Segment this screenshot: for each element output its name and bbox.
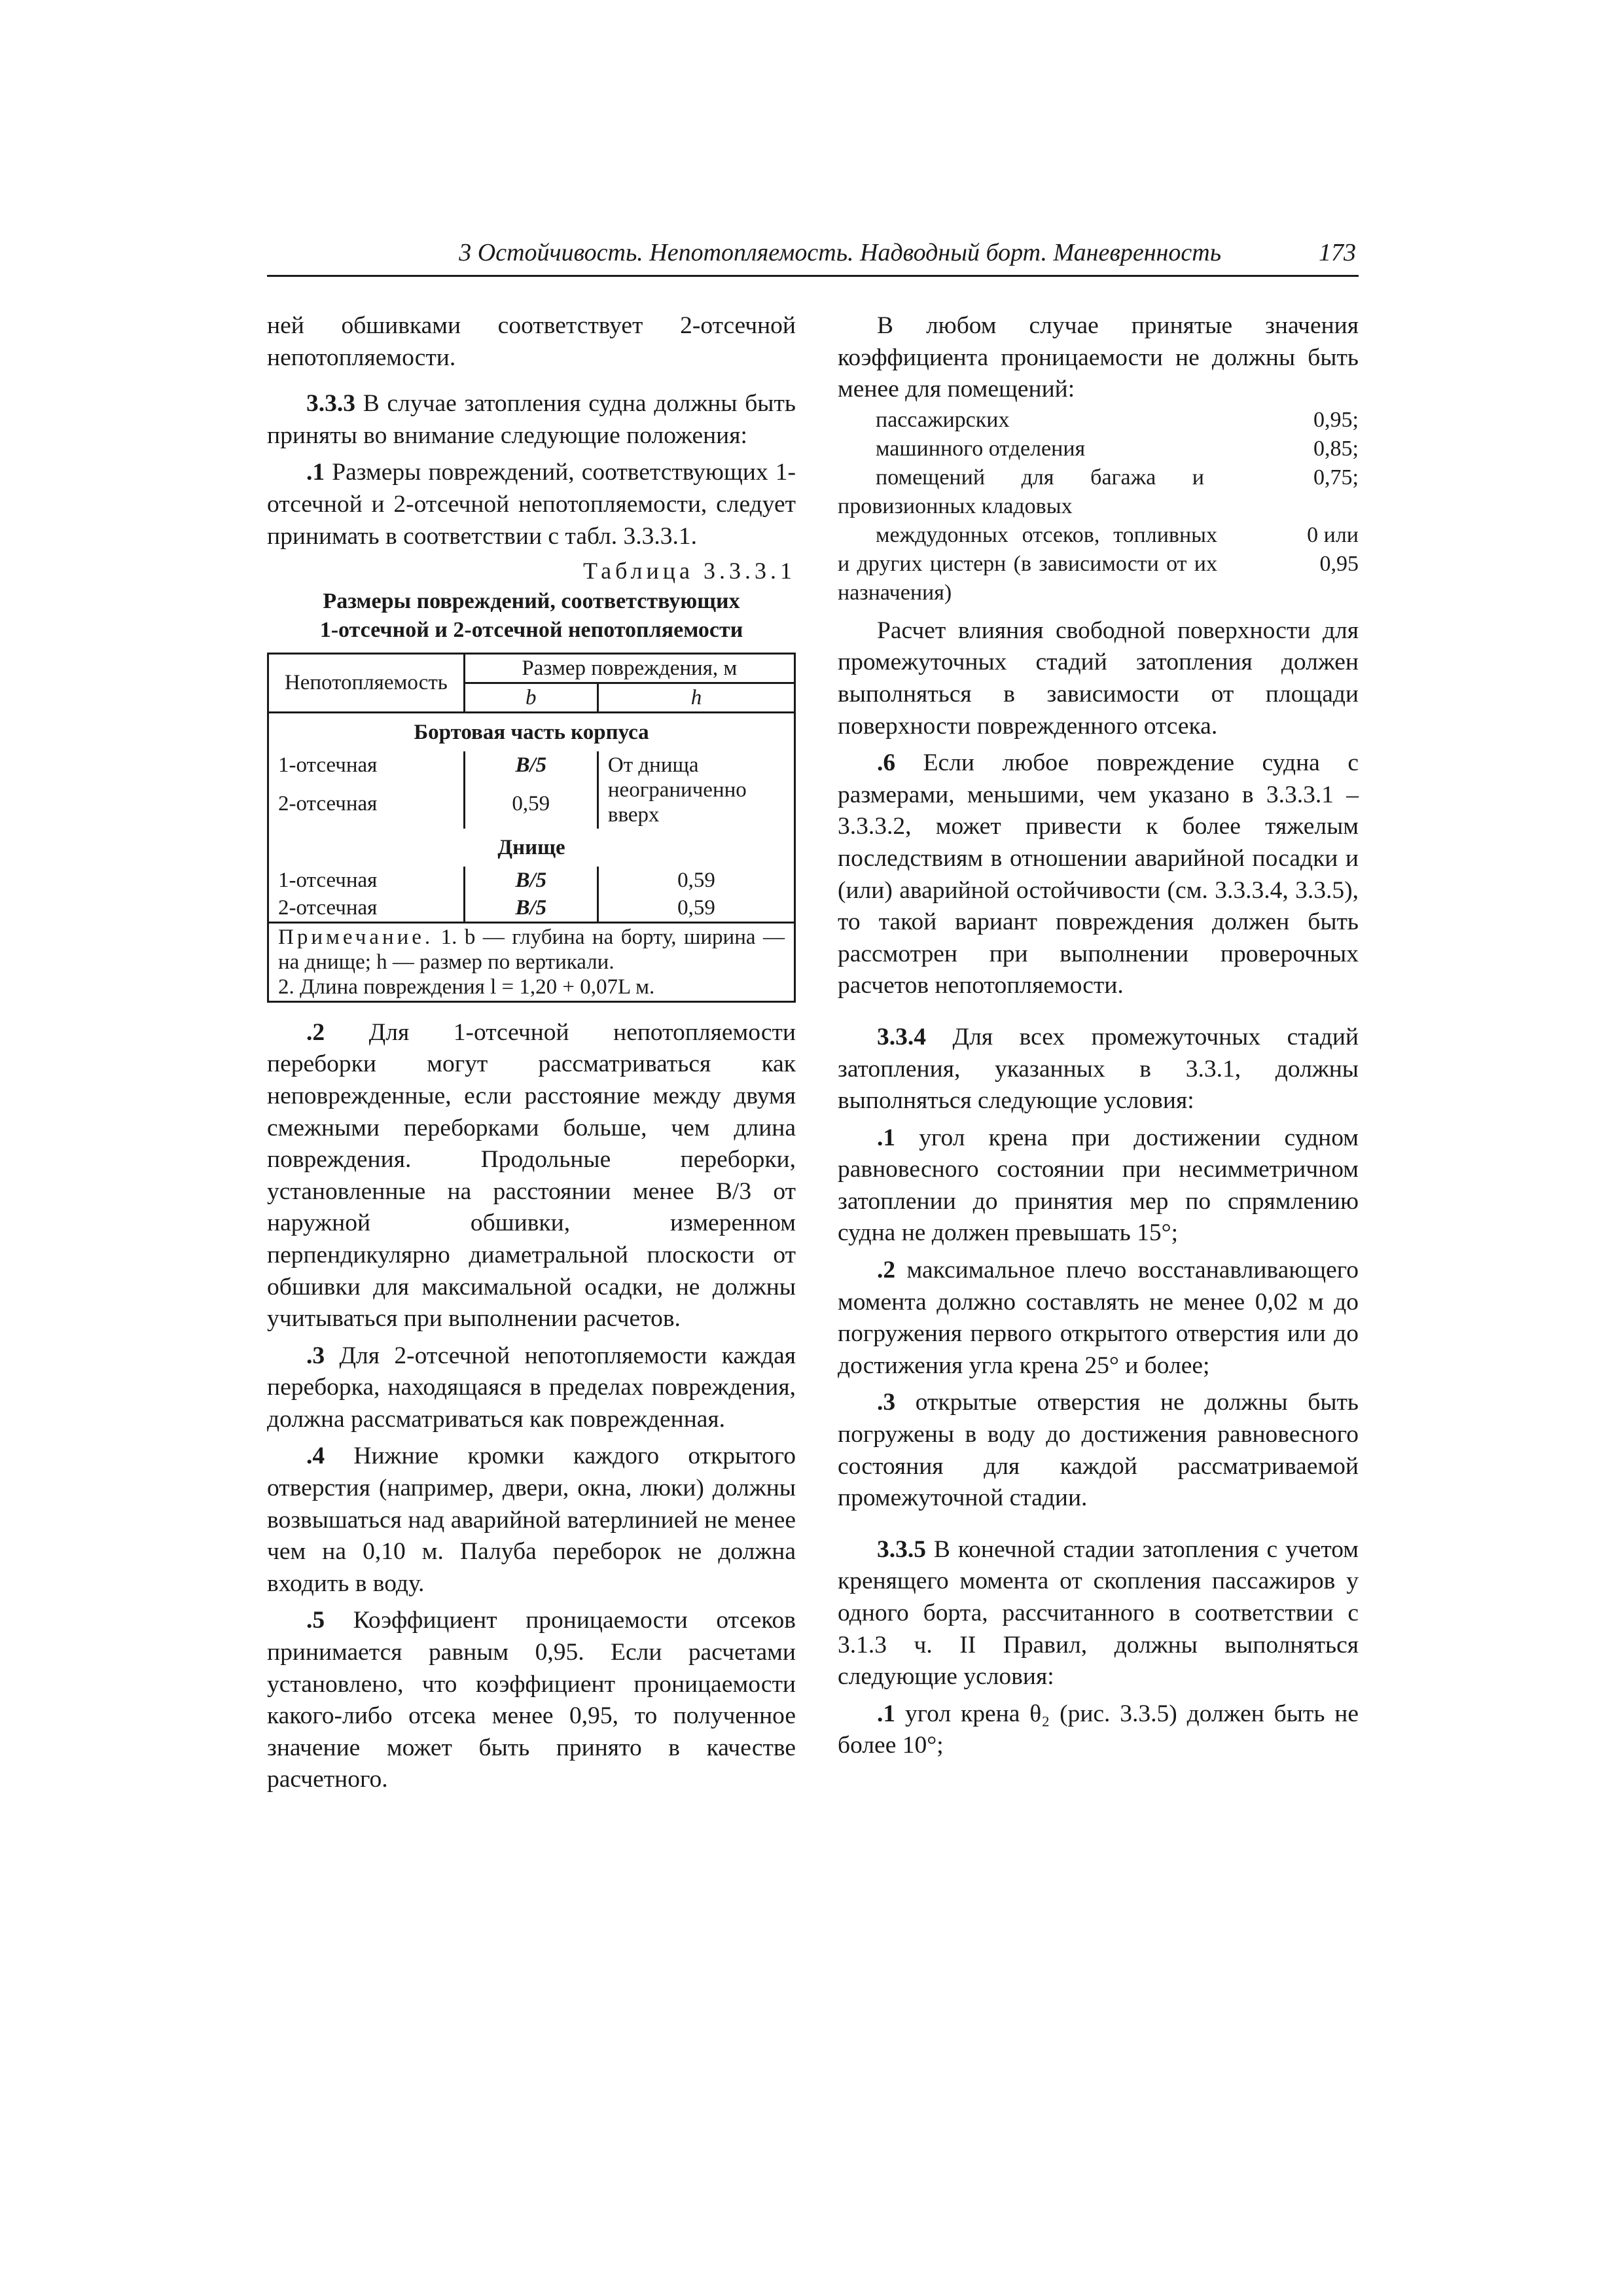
row-h-value: 0,59 (597, 894, 794, 923)
table-section-row (268, 712, 795, 751)
row-name: 1-отсечная (278, 868, 378, 892)
item-number: .4 (306, 1443, 325, 1470)
list-item-value: 0,75; (1313, 465, 1359, 490)
list-item (838, 435, 1359, 463)
item-number: .2 (306, 1018, 325, 1046)
right-column (838, 310, 1359, 1762)
row-b-value: B/5 (464, 751, 597, 790)
page-number: 173 (1319, 239, 1356, 266)
item-2: .2 Для 1-отсечной непотопляемости переборки могут рассматриваться как неповрежденные, если расстояние между двумя смежными переборками больше, чем длина повреждения. Продольные переборки, установленные на расстоянии менее B/3 от наружной обшивки, измеренном перпендикулярно диаметральной плоскости от обшивки для максимальной осадки, не должны учитываться при выполнении расчетов. (267, 1018, 796, 1333)
col-header-h: h (597, 683, 794, 712)
table-caption: Таблица 3.3.3.1 (583, 558, 796, 584)
permeability-list (838, 406, 1359, 607)
item-number: .5 (306, 1607, 325, 1634)
list-item-name: помещений для багажа и провизионных кладовых (838, 465, 1204, 518)
list-item-value: 0,95; (1313, 407, 1359, 432)
list-item-value: 0 или 0,95 (1307, 522, 1359, 576)
item-3: .3 Для 2-отсечной непотопляемости каждая переборка, находящаяся в пределах повреждения, должна рассматриваться как поврежденная. (267, 1342, 796, 1433)
paragraph-continuation: ней обшивками соответствует 2-отсечной непотопляемости. (267, 312, 796, 371)
list-item-name: междудонных отсеков, топливных и других цистерн (в зависимости от их назначения) (838, 522, 1217, 605)
paragraph-permeability: В любом случае принятые значения коэффициента проницаемости не должны быть менее для помещений: (838, 312, 1359, 403)
table-note-row (268, 922, 795, 1001)
item-6: .6 Если любое повреждение судна с размерами, меньшими, чем указано в 3.3.3.1 – 3.3.3.2, может привести к более тяжелым последствиям в отношении аварийной посадки и (или) аварийной остойчивости (см. 3.3.3.4, 3.3.5), то такой вариант повреждения должен быть рассмотрен при выполнении проверочных расчетов непотопляемости. (838, 749, 1359, 999)
item-number: .1 (306, 459, 325, 486)
table-note: Примечание. 1. b — глубина на борту, ширина — на днище; h — размер по вертикали. 2. Длина повреждения l = 1,20 + 0,07L м. (268, 922, 795, 1001)
section-side-hull: Бортовая часть корпуса (414, 720, 649, 744)
item-4: .4 Нижние кромки каждого открытого отверстия (например, двери, окна, люки) должны возвышаться над аварийной ватерлинией не менее чем на 0,10 м. Палуба переборок не должна входить в воду. (267, 1443, 796, 1597)
list-item-name: пассажирских (876, 407, 1010, 432)
list-item-value: 0,85; (1313, 436, 1359, 461)
table-header-row (268, 653, 795, 683)
list-item (838, 521, 1359, 607)
running-header (267, 237, 1359, 277)
table-row (268, 867, 795, 894)
clause-number: 3.3.4 (877, 1023, 926, 1050)
item-number: .1 (877, 1700, 896, 1727)
row-b-value: B/5 (464, 867, 597, 894)
col-header-b: b (464, 683, 597, 712)
item-1: .1 Размеры повреждений, соответствующих 1-отсечной и 2-отсечной непотопляемости, следует принимать в соответствии с табл. 3.3.3.1. (267, 459, 796, 550)
section-bottom: Днище (497, 835, 565, 859)
clause-number: 3.3.5 (877, 1535, 926, 1563)
paragraph-free-surface: Расчет влияния свободной поверхности для промежуточных стадий затопления должен выполняться в зависимости от площади поверхности поврежденного отсека. (838, 617, 1359, 740)
table-row (268, 751, 795, 790)
item-number: .2 (877, 1257, 896, 1284)
damage-size-table (267, 653, 796, 1003)
item-number: .6 (877, 749, 896, 777)
row-h-value: 0,59 (597, 867, 794, 894)
condition-3: .3 открытые отверстия не должны быть погружены в воду до достижения равновесного состояния для каждой рассматриваемой промежуточной стадии. (838, 1389, 1359, 1512)
item-number: .3 (877, 1389, 896, 1416)
list-item-name: машинного отделения (876, 436, 1086, 461)
clause-3-3-4: 3.3.4 Для всех промежуточных стадий затопления, указанных в 3.3.1, должны выполняться следующие условия: (838, 1023, 1359, 1115)
col-header-damage-size: Размер повреждения, м (464, 653, 794, 683)
row-h-value: От днища неограниченно вверх (597, 751, 794, 829)
list-item (838, 406, 1359, 435)
row-b-value: 0,59 (464, 790, 597, 829)
running-header-title: 3 Остойчивость. Непотопляемость. Надводный борт. Маневренность (459, 239, 1221, 266)
list-item (838, 463, 1359, 521)
final-condition-1: .1 угол крена θ₂ (рис. 3.3.5) должен быть не более 10°; (838, 1700, 1359, 1759)
left-column (267, 310, 796, 1796)
clause-number: 3.3.3 (306, 390, 355, 418)
col-header-unsinkability: Непотопляемость (268, 653, 465, 712)
clause-3-3-5: 3.3.5 В конечной стадии затопления с учетом кренящего момента от скопления пассажиров у одного борта, рассчитанного в соответствии с 3.1.3 ч. II Правил, должны выполняться следующие условия: (838, 1535, 1359, 1691)
condition-1: .1 угол крена при достижении судном равновесного состоянии при несимметричном затоплении до принятия мер по спрямлению судна не должен превышать 15°; (838, 1124, 1359, 1247)
item-number: .1 (877, 1124, 896, 1151)
condition-2: .2 максимальное плечо восстанавливающего момента должно составлять не менее 0,02 м до погружения первого открытого отверстия или до достижения угла крена 25° и более; (838, 1257, 1359, 1379)
table-section-row (268, 829, 795, 867)
table-row (268, 894, 795, 923)
row-name: 1-отсечная (278, 753, 378, 777)
clause-3-3-3: 3.3.3 В случае затопления судна должны быть приняты во внимание следующие положения: (267, 390, 796, 449)
row-name: 2-отсечная (278, 791, 378, 816)
item-5: .5 Коэффициент проницаемости отсеков принимается равным 0,95. Если расчетами установлено, что коэффициент проницаемости какого-либо отсека менее 0,95, то полученное значение может быть принято в качестве расчетного. (267, 1607, 796, 1793)
row-name: 2-отсечная (278, 895, 378, 920)
row-b-value: B/5 (464, 894, 597, 923)
item-number: .3 (306, 1342, 325, 1369)
table-title: Размеры повреждений, соответствующих 1-отсечной и 2-отсечной непотопляемости (319, 588, 743, 642)
